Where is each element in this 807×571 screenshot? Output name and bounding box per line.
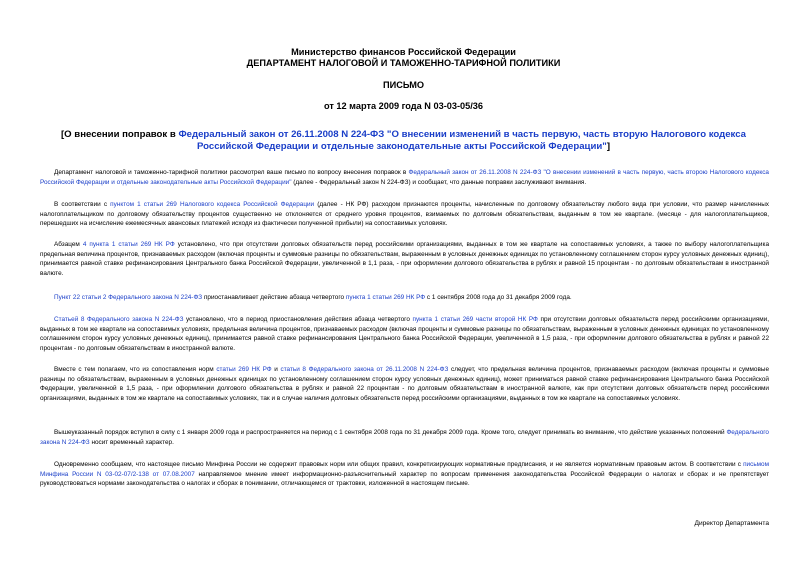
ministry-name: Министерство финансов Российской Федерации: [291, 47, 516, 57]
paragraph-text: (далее - НК РФ) расходом признаются проценты, начисленные по долговому обязательству любого вида при условии, что размер начисленных налогоплательщиком по долговому обязательству процентов существенно не отклоняется от среднего уровня процентов, взимаемых по долговым обязательствам, выданным в том же квартале. (месяце - для налогоплательщиков, перешедших на исчисление ежемесячных авансовых платежей исходя из фактически полученной прибыли) на сопоставимых условиях.: [40, 201, 769, 228]
subject-law-link[interactable]: Федеральный закон от 26.11.2008 N 224-ФЗ "О внесении изменений в часть первую, часть вторую Налогового кодекса Российской Федерации и отдельные законодательные акты Российской Федерации": [178, 129, 747, 152]
paragraph-text: приостанавливает действие абзаца четвертого: [202, 294, 346, 301]
paragraph-text: Департамент налоговой и таможенно-тарифной политики рассмотрел ваше письмо по вопросу внесения поправок в: [54, 169, 409, 176]
nk-rf-article-269-link[interactable]: пунктом 1 статьи 269 Налогового кодекса Российской Федерации: [110, 201, 315, 208]
nk-rf-article-269-p4-link[interactable]: 4 пункта 1 статьи 269 НК РФ: [82, 241, 175, 248]
paragraph-6: [40, 365, 769, 403]
signature: Директор Департамента: [694, 520, 769, 527]
document-date-number: от 12 марта 2009 года N 03-03-05/36: [323, 101, 484, 111]
subject-open: [О внесении поправок в: [60, 129, 179, 140]
paragraph-1: [40, 168, 769, 187]
minfin-letter-link[interactable]: письмом Минфина России N 03-02-07/2-138 от 07.08.2007: [40, 461, 769, 478]
paragraph-text: установлено, что при отсутствии долговых обязательств перед российскими организациями, выданных в том же квартале на сопоставимых условиях, а также по выбору налогоплательщика предельная величина процентов, признаваемых расходом (включая проценты и суммовые разницы по обязательствам, выраженным в условных денежных единицах по установленному соглашением сторон курсу условных денежных единиц), принимается равной ставке рефинансирования Центрального банка Российской Федерации, увеличенной в 1,1 раза, - при оформлении долгового обязательства в рублях и равной 15 процентам - по долговым обязательствам в иностранной валюте.: [40, 241, 769, 277]
paragraph-text: В соответствии с: [54, 201, 111, 208]
law-224-fz-article-8-link[interactable]: Статьей 8 Федерального закона N 224-ФЗ: [54, 316, 184, 323]
paragraph-7: [40, 428, 769, 447]
paragraph-2: [40, 200, 769, 229]
subject-close: ]: [606, 141, 611, 152]
paragraph-text: при отсутствии долговых обязательств перед российскими организациями, выданных в том же квартале на сопоставимых условиях, предельная величина процентов, признаваемых расходом (включая проценты и суммовые разницы по обязательствам, выраженным в условных денежных единицах по установленному соглашением сторон курсу условных денежных единиц), принимается равной ставке рефинансирования Центрального банка Российской Федерации, увеличенной в 1,5 раза, - при оформлении долгового обязательства в рублях и равной 22 процентам - по долговым обязательствам в иностранной валюте.: [40, 316, 769, 352]
paragraph-text: установлено, что в период приостановления действия абзаца четвертого: [183, 316, 413, 323]
law-224-fz-link[interactable]: Федеральный закон от 26.11.2008 N 224-ФЗ "О внесении изменений в часть первую, часть второю Налогового кодекса Российской Федерации и отдельные законодательные акты Российской Федерации": [40, 169, 769, 186]
document-type: ПИСЬМО: [382, 80, 425, 90]
nk-rf-article-269-link[interactable]: статьи 269 НК РФ: [216, 366, 272, 373]
nk-rf-article-269-link[interactable]: пункта 1 статьи 269 НК РФ: [345, 294, 426, 301]
nk-rf-article-269-part2-link[interactable]: пункта 1 статьи 269 части второй НК РФ: [412, 316, 538, 323]
paragraph-text: Вместе с тем полагаем, что из сопоставления норм: [54, 366, 217, 373]
paragraph-text: Одновременно сообщаем, что настоящее письмо Минфина России не содержит правовых норм или общих правил, конкретизирующих нормативные предписания, и не является нормативным правовым актом. В соответствии с: [54, 461, 744, 468]
paragraph-text: Вышеуказанный порядок вступил в силу с 1 января 2009 года и распространяется на период с 1 сентября 2008 года по 31 декабря 2009 года. Кроме того, следует принимать во внимание, что действие указанных положений: [54, 429, 727, 436]
department-name: ДЕПАРТАМЕНТ НАЛОГОВОЙ И ТАМОЖЕННО-ТАРИФНОЙ ПОЛИТИКИ: [246, 58, 561, 68]
paragraph-text: следует, что предельная величина процентов, признаваемых расходом (включая проценты и суммовые разницы по обязательствам, выраженным в условных денежных единицах по установленному соглашением сторон курсу условных денежных единиц), может приниматься равной ставке рефинансирования Центрального банка Российской Федерации, увеличенной в 1,5 раза, - при оформлении долгового обязательства в рублях и равной 22 процентам - по долговым обязательствам в иностранной валюте, как при отсутствии долговых обязательств перед российскими организациями, выданных в том же квартале на сопоставимых условиях, так и в случае наличия долговых обязательств перед российскими организациями, выданных в том же квартале на сопоставимых условиях.: [40, 366, 770, 402]
paragraph-3: [40, 240, 769, 278]
paragraph-text: носит временный характер.: [89, 438, 174, 446]
paragraph-text: (далее - Федеральный закон N 224-ФЗ) и сообщает, что данные поправки заслуживают внимания.: [291, 178, 587, 186]
law-224-fz-link[interactable]: Федерального закона N 224-ФЗ: [40, 429, 769, 446]
paragraph-8: [40, 460, 769, 489]
paragraph-text: направляемое мнение имеет информационно-разъяснительный характер по вопросам применения законодательства Российской Федерации о налогах и сборах и не препятствует руководствоваться нормами законодательства о налогах и сборах в понимании, отличающемся от трактовки, изложенной в настоящем письме.: [40, 470, 770, 488]
paragraph-text: с 1 сентября 2008 года до 31 декабря 2009 года.: [425, 294, 572, 301]
paragraph-4: [40, 293, 769, 303]
law-224-fz-item-22-link[interactable]: Пункт 22 статьи 2 Федерального закона N 224-ФЗ: [54, 294, 203, 301]
paragraph-text: и: [271, 366, 281, 373]
paragraph-text: Абзацем: [54, 241, 83, 248]
law-224-fz-article-8-link[interactable]: статьи 8 Федерального закона от 26.11.2008 N 224-ФЗ: [280, 366, 449, 373]
document-subject: [40, 129, 767, 153]
paragraph-5: [40, 315, 769, 353]
